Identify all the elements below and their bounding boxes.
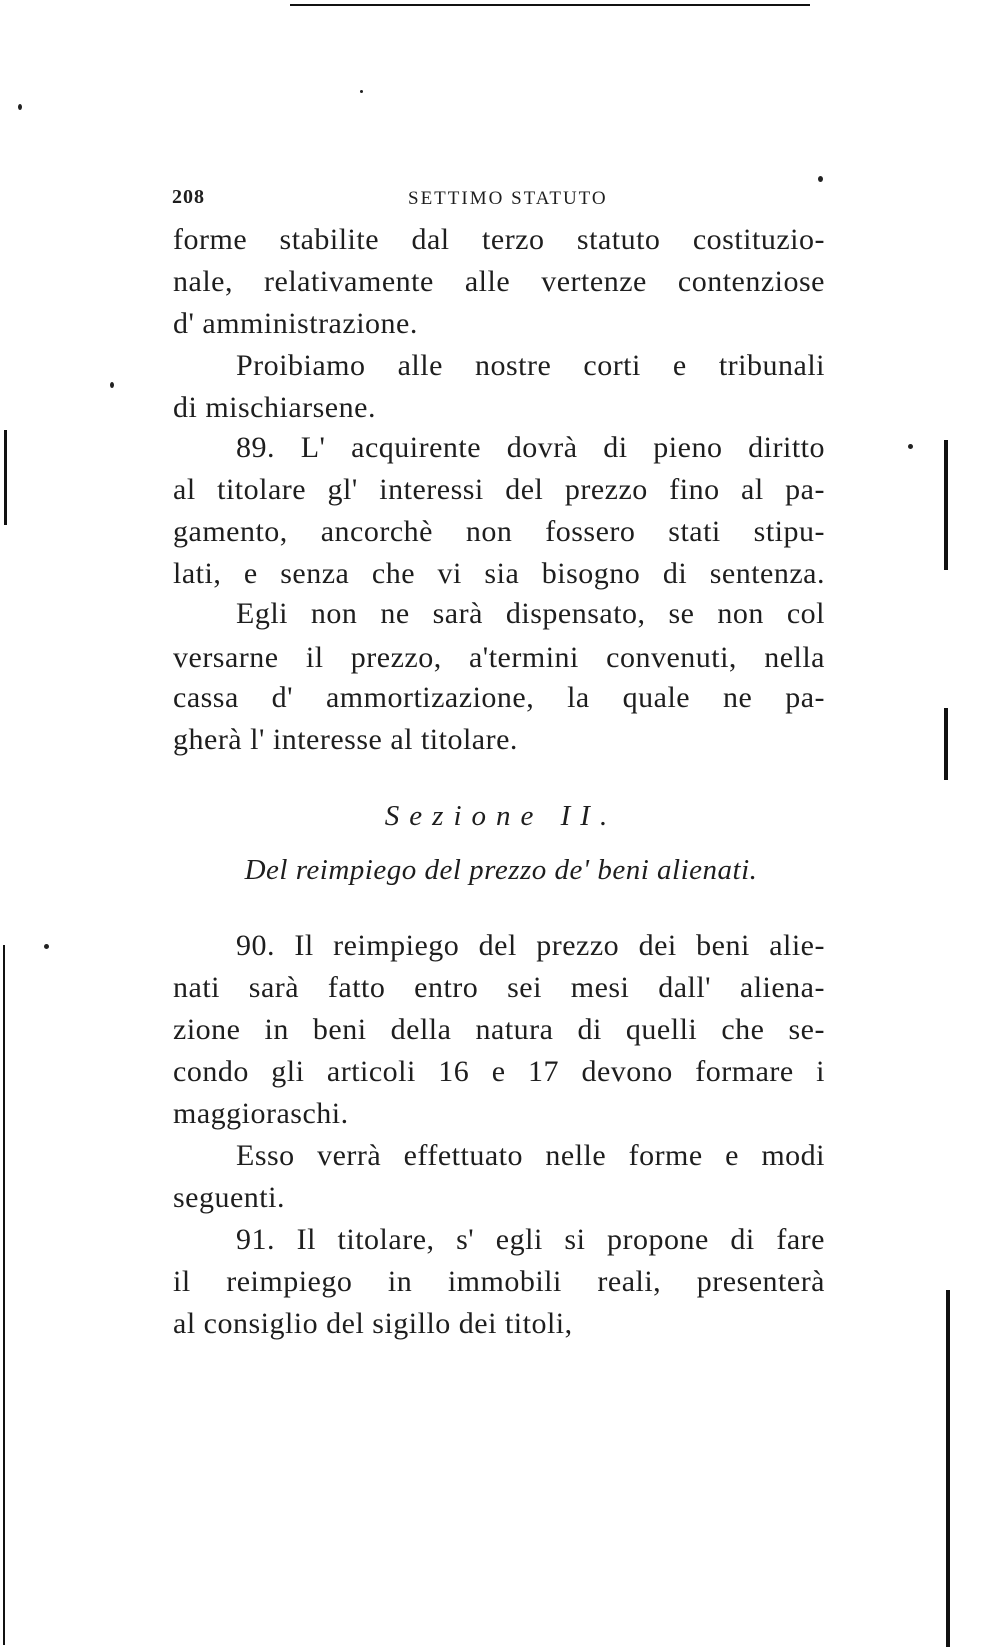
text-line: gherà l' interesse al titolare.	[173, 723, 518, 756]
section-subtitle: Del reimpiego del prezzo de' beni alienati.	[244, 854, 758, 886]
speck	[360, 90, 363, 93]
speck	[818, 176, 823, 182]
text-line: Esso verrà effettuato nelle forme e modi	[236, 1139, 825, 1172]
text-line: seguenti.	[173, 1181, 285, 1214]
text-line: Proibiamo alle nostre corti e tribunali	[236, 349, 825, 382]
scan-edge-right-3	[946, 1290, 950, 1647]
text-line: al consiglio del sigillo dei titoli,	[173, 1307, 573, 1340]
text-line: gamento, ancorchè non fossero stati stipu-	[173, 515, 825, 548]
scan-edge-right-2	[944, 708, 948, 780]
text-line: condo gli articoli 16 e 17 devono formare i	[173, 1055, 825, 1088]
text-line: 89. L' acquirente dovrà di pieno diritto	[236, 431, 825, 464]
speck	[110, 382, 114, 388]
text-line: 91. Il titolare, s' egli si propone di fare	[236, 1223, 825, 1256]
speck	[44, 944, 49, 949]
text-line: zione in beni della natura di quelli che se-	[173, 1013, 825, 1046]
text-line: di mischiarsene.	[173, 391, 376, 424]
text-line: al titolare gl' interessi del prezzo fino al pa-	[173, 473, 825, 506]
text-line: forme stabilite dal terzo statuto costituzio-	[173, 223, 825, 256]
running-head	[172, 186, 832, 216]
text-line: 90. Il reimpiego del prezzo dei beni alie-	[236, 929, 825, 962]
scan-edge-left-2	[3, 945, 5, 1645]
scan-edge-left-1	[4, 430, 7, 525]
section-heading: Sezione II.	[384, 800, 618, 832]
text-line: versarne il prezzo, a'termini convenuti, nella	[173, 641, 825, 674]
page-number: 208	[172, 186, 205, 208]
text-line: nale, relativamente alle vertenze contenziose	[173, 265, 825, 298]
text-line: maggioraschi.	[173, 1097, 349, 1130]
scan-edge-right-1	[944, 440, 948, 570]
text-line: d' amministrazione.	[173, 307, 418, 340]
speck	[18, 104, 22, 110]
text-line: cassa d' ammortizazione, la quale ne pa-	[173, 681, 825, 714]
scan-edge-top	[290, 4, 810, 6]
speck	[908, 444, 913, 449]
running-title: SETTIMO STATUTO	[408, 188, 608, 209]
text-line: lati, e senza che vi sia bisogno di sentenza.	[173, 557, 825, 590]
text-line: nati sarà fatto entro sei mesi dall' aliena-	[173, 971, 825, 1004]
text-line: il reimpiego in immobili reali, presenterà	[173, 1265, 825, 1298]
text-line: Egli non ne sarà dispensato, se non col	[236, 597, 825, 630]
